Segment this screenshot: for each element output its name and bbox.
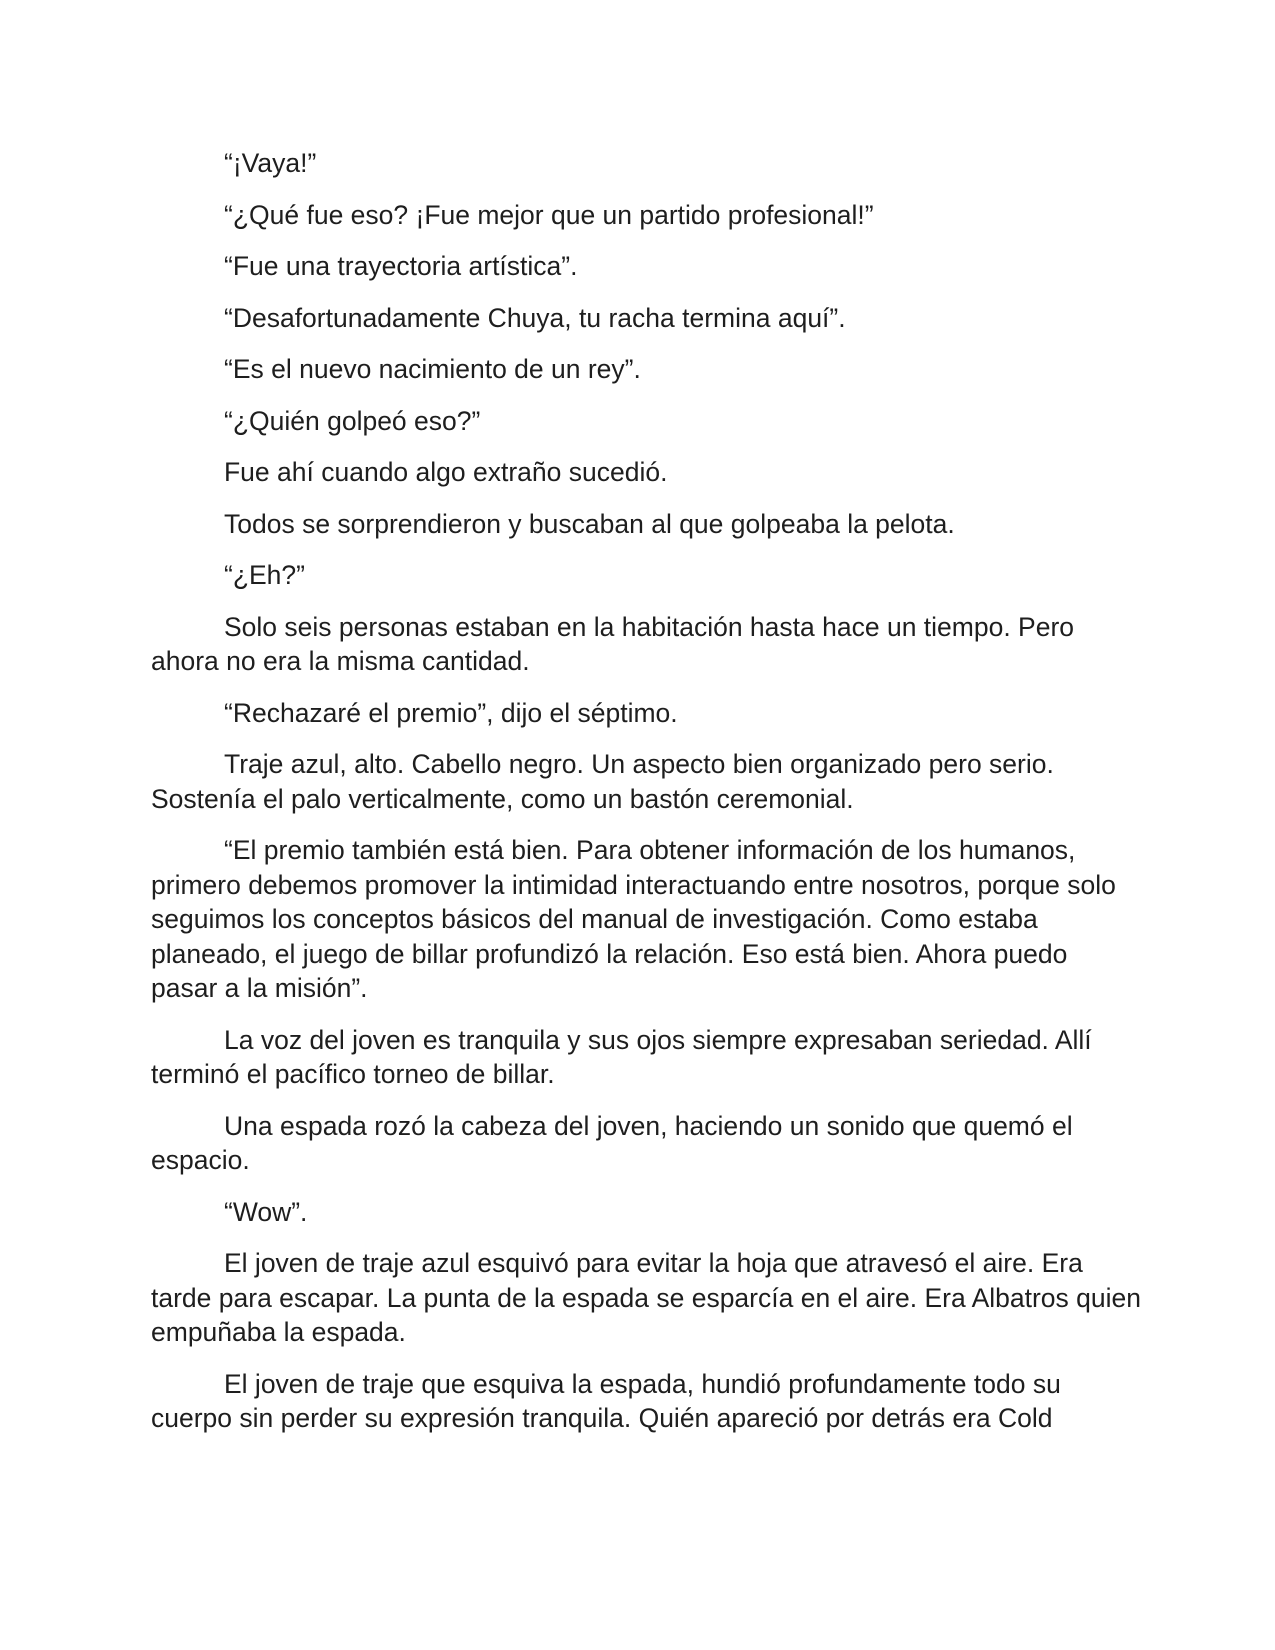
paragraph: “Rechazaré el premio”, dijo el séptimo. bbox=[224, 697, 678, 728]
paragraph: “Wow”. bbox=[224, 1196, 308, 1227]
paragraph: “Fue una trayectoria artística”. bbox=[224, 251, 578, 281]
paragraph: Traje azul, alto. Cabello negro. Un aspecto bien organizado pero serio. Sostenía el palo verticalmente, como un bastón ceremonial. bbox=[151, 749, 1054, 814]
document-page bbox=[151, 146, 1141, 1453]
paragraph: “El premio también está bien. Para obtener información de los humanos, primero debemos promover la intimidad interactuando entre nosotros, porque solo seguimos los conceptos básicos del manual de investigación. Como estaba planeado, el juego de billar profundizó la relación. Eso está bien. Ahora puedo pasar a la misión”. bbox=[151, 835, 1116, 1003]
paragraph: “¿Quién golpeó eso?” bbox=[224, 405, 481, 436]
paragraph: “¡Vaya!” bbox=[224, 148, 317, 178]
paragraph: “¿Qué fue eso? ¡Fue mejor que un partido profesional!” bbox=[224, 199, 874, 230]
paragraph: Solo seis personas estaban en la habitación hasta hace un tiempo. Pero ahora no era la misma cantidad. bbox=[151, 611, 1075, 676]
paragraph: “¿Eh?” bbox=[224, 560, 305, 590]
paragraph: La voz del joven es tranquila y sus ojos siempre expresaban seriedad. Allí terminó el pacífico torneo de billar. bbox=[151, 1024, 1092, 1089]
paragraph: Fue ahí cuando algo extraño sucedió. bbox=[224, 457, 668, 487]
paragraph: “Desafortunadamente Chuya, tu racha termina aquí”. bbox=[224, 302, 846, 333]
paragraph: Todos se sorprendieron y buscaban al que golpeaba la pelota. bbox=[224, 508, 955, 539]
paragraph: “Es el nuevo nacimiento de un rey”. bbox=[224, 354, 641, 384]
paragraph: Una espada rozó la cabeza del joven, haciendo un sonido que quemó el espacio. bbox=[151, 1110, 1073, 1175]
paragraph: El joven de traje azul esquivó para evitar la hoja que atravesó el aire. Era tarde para escapar. La punta de la espada se esparcía en el aire. Era Albatros quien empuñaba la espada. bbox=[151, 1248, 1141, 1347]
paragraph: El joven de traje que esquiva la espada, hundió profundamente todo su cuerpo sin perder su expresión tranquila. Quién apareció por detrás era Cold bbox=[151, 1368, 1061, 1433]
